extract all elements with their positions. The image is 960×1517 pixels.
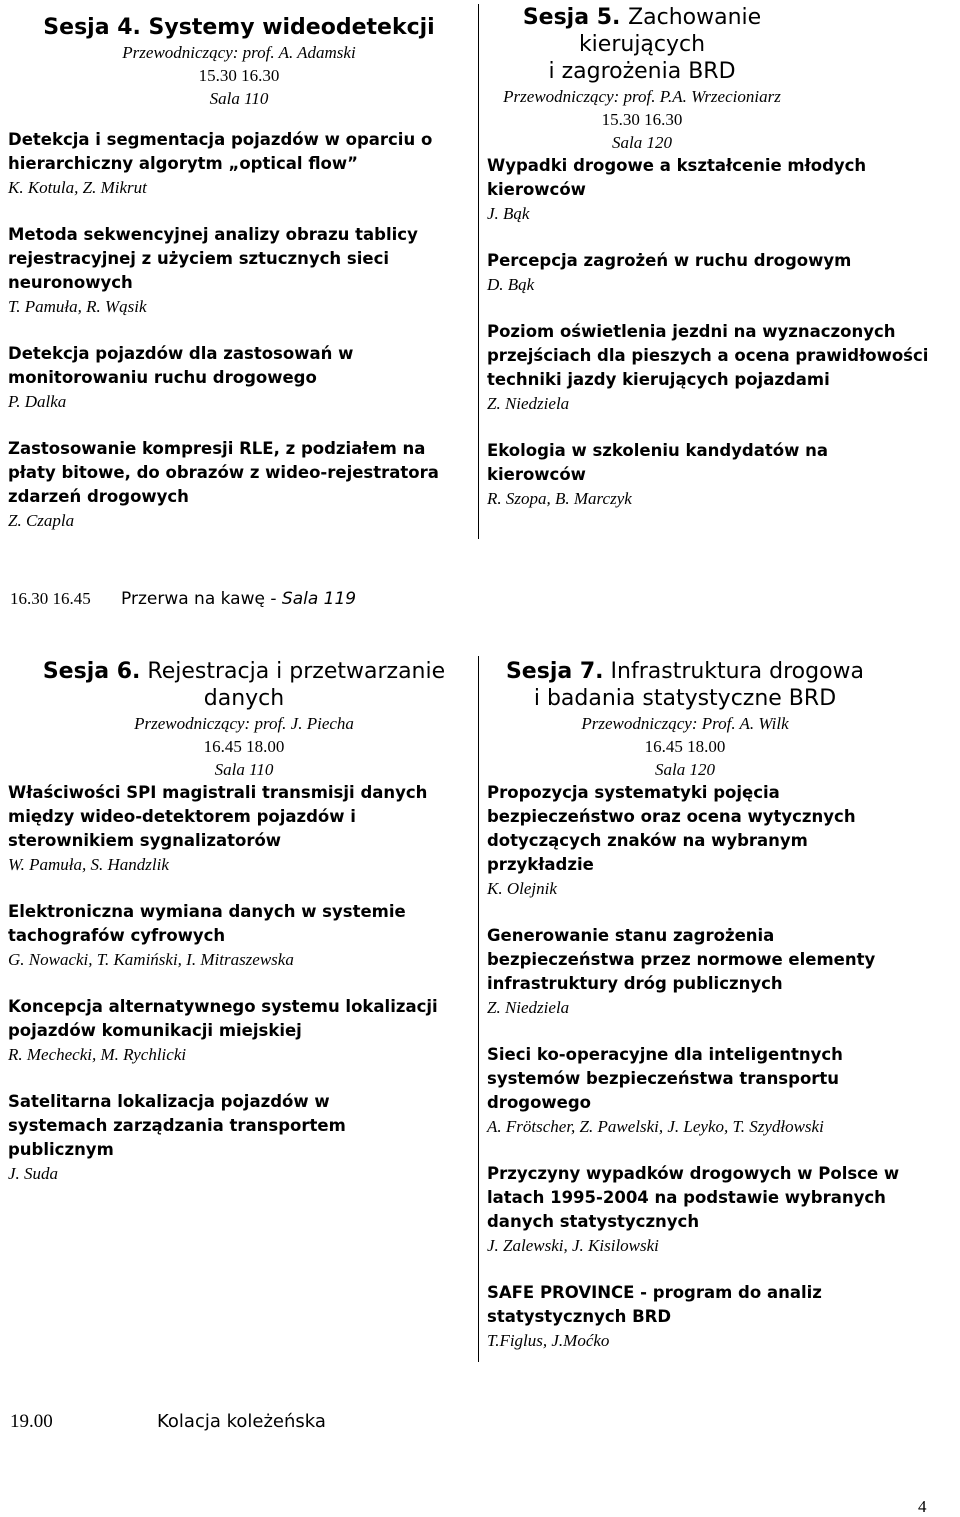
talk-authors: G. Nowacki, T. Kamiński, I. Mitraszewska (8, 950, 294, 969)
session-5-name-line2: i zagrożenia BRD (548, 59, 736, 84)
talk-title: Przyczyny wypadków drogowych w Polsce w latach 1995-2004 na podstawie wybranych danych statystycznych (487, 1164, 900, 1231)
talk-title: SAFE PROVINCE - program do analiz statystycznych BRD (487, 1283, 822, 1326)
talk-authors: T.Figlus, J.Moćko (487, 1331, 610, 1350)
session-7-chair: Przewodniczący: Prof. A. Wilk (581, 714, 789, 733)
session-7-label: Sesja 7. (505, 659, 604, 684)
break-room: Sala 119 (281, 589, 357, 609)
talk-authors: R. Szopa, B. Marczyk (487, 489, 632, 508)
session-4-chair: Przewodniczący: prof. A. Adamski (122, 43, 356, 62)
break-text: Przerwa na kawę - (121, 589, 282, 609)
talk-authors: J. Bąk (487, 204, 530, 223)
session-5-title (487, 4, 797, 58)
session-4-label: Sesja 4. (43, 15, 141, 40)
dinner-time: 19.00 (10, 1411, 53, 1432)
session-4-name: Systemy wideodetekcji (148, 15, 435, 40)
session-5-chair: Przewodniczący: prof. P.A. Wrzecioniarz (503, 87, 781, 106)
talk-authors: Z. Niedziela (487, 394, 570, 413)
talk-title: Zastosowanie kompresji RLE, z podziałem na płaty bitowe, do obrazów z wideo-rejestratora zdarzeń drogowych (8, 439, 439, 506)
session-7-room: Sala 120 (655, 760, 715, 779)
session-7 (487, 658, 957, 1352)
talk-title: Propozycja systematyki pojęcia bezpieczeństwo oraz ocena wytycznych dotyczących znaków na wybranym przykładzie (487, 783, 856, 874)
talk-authors: P. Dalka (8, 392, 67, 411)
talk-authors: T. Pamuła, R. Wąsik (8, 297, 147, 316)
talk-authors: K. Olejnik (487, 879, 557, 898)
talk-title: Elektroniczna wymiana danych w systemie tachografów cyfrowych (8, 902, 406, 945)
session-7-talk-1 (487, 781, 957, 900)
break-time: 16.30 16.45 (10, 589, 91, 608)
coffee-break (10, 589, 356, 609)
session-6-talk-1 (8, 781, 480, 876)
talk-title: Ekologia w szkoleniu kandydatów na kierowców (487, 441, 828, 484)
session-6-name-line1: Rejestracja i przetwarzanie (147, 659, 446, 684)
session-4 (8, 14, 470, 532)
session-4-title (8, 14, 470, 41)
session-4-talk-1 (8, 128, 470, 199)
talk-title: Detekcja i segmentacja pojazdów w oparciu o hierarchiczny algorytm „optical flow” (8, 130, 433, 173)
session-7-talk-3 (487, 1043, 957, 1138)
dinner (10, 1411, 326, 1433)
session-4-time: 15.30 16.30 (198, 66, 280, 85)
dinner-text: Kolacja koleżeńska (157, 1411, 326, 1432)
talk-title: Generowanie stanu zagrożenia bezpieczeństwa przez normowe elementy infrastruktury dróg publicznych (487, 926, 876, 993)
talk-title: Wypadki drogowe a kształcenie młodych kierowców (487, 156, 867, 199)
talk-title: Satelitarna lokalizacja pojazdów w systemach zarządzania transportem publicznym (8, 1092, 346, 1159)
talk-authors: W. Pamuła, S. Handzlik (8, 855, 169, 874)
talk-authors: R. Mechecki, M. Rychlicki (8, 1045, 187, 1064)
talk-title: Metoda sekwencyjnej analizy obrazu tablicy rejestracyjnej z użyciem sztucznych sieci neuronowych (8, 225, 418, 292)
session-4-talk-3 (8, 342, 470, 413)
session-6-time: 16.45 18.00 (203, 737, 285, 756)
session-6-chair: Przewodniczący: prof. J. Piecha (134, 714, 354, 733)
session-7-name-line2: i badania statystyczne BRD (533, 686, 837, 711)
talk-authors: D. Bąk (487, 275, 535, 294)
session-7-name-line1: Infrastruktura drogowa (610, 659, 865, 684)
session-5-name-line1: Zachowanie kierujących (578, 5, 762, 57)
talk-title: Koncepcja alternatywnego systemu lokalizacji pojazdów komunikacji miejskiej (8, 997, 438, 1040)
session-5-talk-4 (487, 439, 957, 510)
column-divider-bottom (478, 656, 479, 1362)
session-4-room: Sala 110 (209, 89, 269, 108)
talk-title: Percepcja zagrożeń w ruchu drogowym (487, 251, 852, 270)
session-5-talk-1 (487, 154, 957, 225)
session-6-label: Sesja 6. (42, 659, 141, 684)
session-7-talk-5 (487, 1281, 957, 1352)
session-5-label: Sesja 5. (522, 5, 621, 30)
session-6-talk-3 (8, 995, 480, 1066)
session-6-talk-2 (8, 900, 480, 971)
session-5 (487, 4, 957, 510)
page-number: 4 (918, 1497, 927, 1516)
session-5-time: 15.30 16.30 (601, 110, 683, 129)
column-divider-top (478, 4, 479, 539)
session-5-talk-2 (487, 249, 957, 296)
session-7-talk-4 (487, 1162, 957, 1257)
session-6-talk-4 (8, 1090, 480, 1185)
session-7-title (487, 658, 883, 685)
talk-authors: J. Suda (8, 1164, 59, 1183)
talk-authors: A. Frötscher, Z. Pawelski, J. Leyko, T. Szydłowski (487, 1117, 824, 1136)
talk-title: Sieci ko-operacyjne dla inteligentnych systemów bezpieczeństwa transportu drogowego (487, 1045, 843, 1112)
session-7-time: 16.45 18.00 (644, 737, 726, 756)
talk-authors: K. Kotula, Z. Mikrut (8, 178, 147, 197)
session-7-talk-2 (487, 924, 957, 1019)
session-6-name-line2: danych (203, 686, 285, 711)
session-6 (8, 658, 480, 1185)
talk-authors: Z. Czapla (8, 511, 75, 530)
talk-authors: J. Zalewski, J. Kisilowski (487, 1236, 659, 1255)
talk-title: Poziom oświetlenia jezdni na wyznaczonych przejściach dla pieszych a ocena prawidłowości techniki jazdy kierujących pojazdami (487, 322, 929, 389)
talk-authors: Z. Niedziela (487, 998, 570, 1017)
session-6-room: Sala 110 (214, 760, 274, 779)
session-4-talk-4 (8, 437, 470, 532)
session-4-talk-2 (8, 223, 470, 318)
session-6-title (8, 658, 480, 685)
talk-title: Właściwości SPI magistrali transmisji danych między wideo-detektorem pojazdów i sterownikiem sygnalizatorów (8, 783, 428, 850)
session-5-talk-3 (487, 320, 957, 415)
session-5-room: Sala 120 (612, 133, 672, 152)
talk-title: Detekcja pojazdów dla zastosowań w monitorowaniu ruchu drogowego (8, 344, 354, 387)
